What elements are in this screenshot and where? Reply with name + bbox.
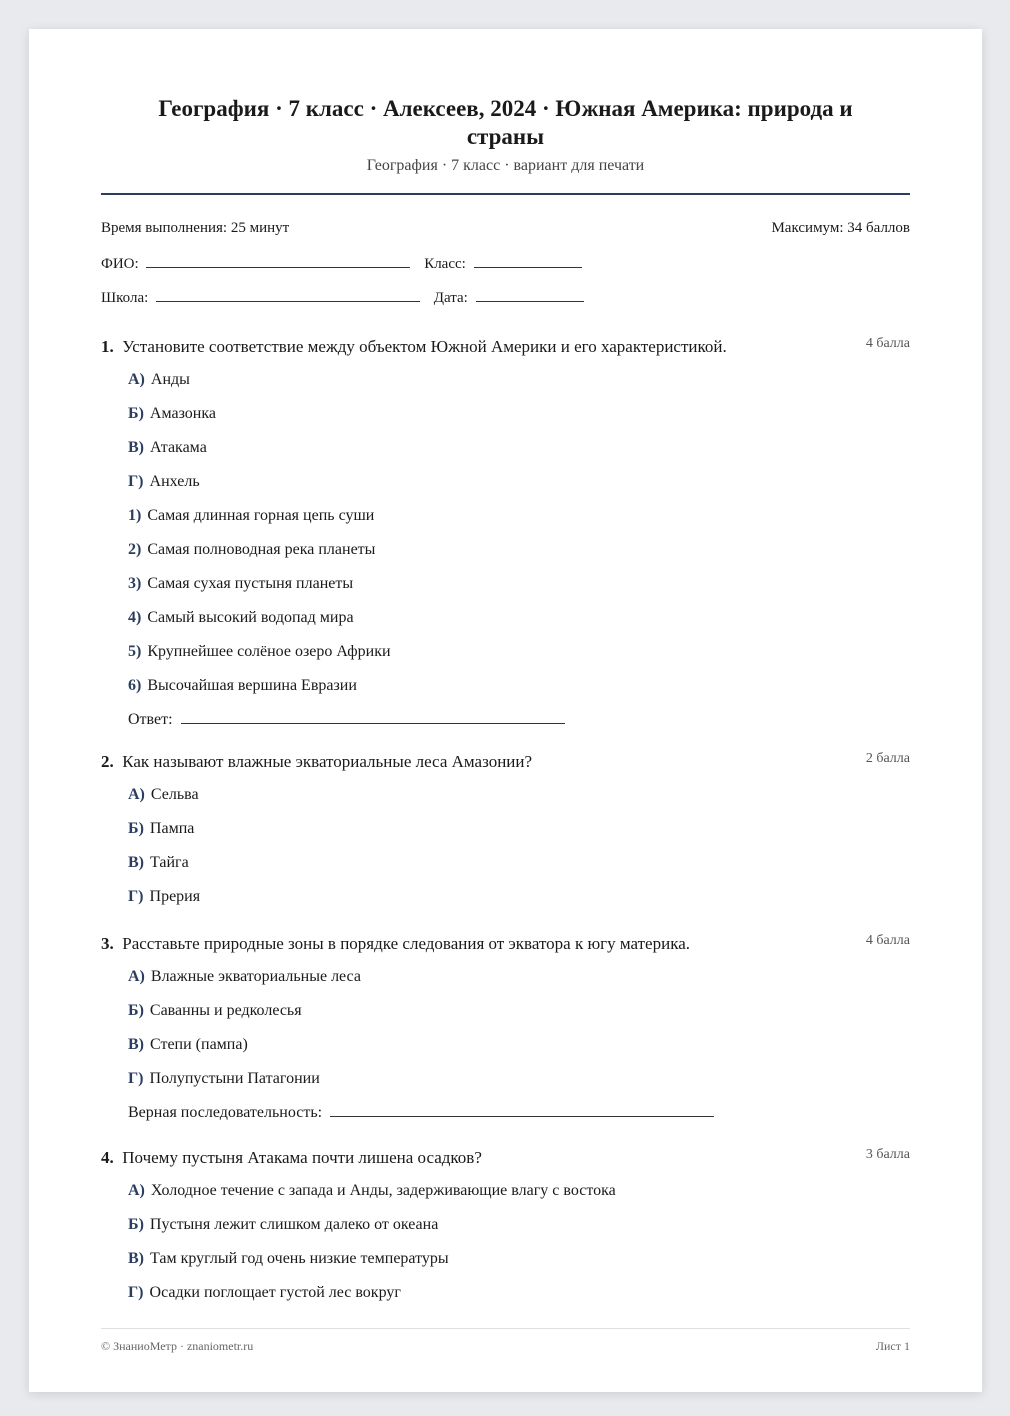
school-field[interactable]	[156, 287, 420, 302]
option-v[interactable]	[128, 846, 937, 880]
question-header	[101, 335, 910, 359]
option-key: Г)	[128, 473, 144, 490]
option-key: Б)	[128, 405, 144, 422]
option-g[interactable]	[128, 1062, 937, 1096]
fio-row	[101, 253, 582, 273]
option-key: 4)	[128, 609, 142, 626]
question-points: 2 балла	[865, 751, 910, 766]
option-key: 2)	[128, 541, 142, 558]
answer-field[interactable]	[330, 1102, 714, 1117]
option-v[interactable]	[128, 1028, 937, 1062]
option-key: 3)	[128, 575, 142, 592]
class-label: Класс:	[424, 256, 466, 272]
date-field[interactable]	[476, 287, 584, 302]
option-5[interactable]	[128, 635, 937, 669]
option-text: Самый высокий водопад мира	[147, 609, 354, 626]
option-a[interactable]	[128, 1174, 937, 1208]
option-key: А)	[128, 968, 145, 985]
option-key: В)	[128, 854, 144, 871]
option-text: Там круглый год очень низкие температуры	[150, 1250, 449, 1267]
max-score: Максимум: 34 баллов	[771, 220, 910, 236]
header-divider	[101, 193, 910, 195]
option-text: Амазонка	[149, 405, 216, 422]
option-a[interactable]	[128, 363, 937, 397]
title-line-1: География · 7 класс · Алексеев, 2024 · Южная Америка: природа и	[158, 96, 853, 121]
option-key: А)	[128, 786, 145, 803]
question-header	[101, 932, 910, 956]
answer-row	[128, 1096, 937, 1130]
option-key: Г)	[128, 1070, 144, 1087]
option-key: Г)	[128, 1284, 144, 1301]
question-text: Почему пустыня Атакама почти лишена осадков?	[122, 1148, 482, 1167]
option-text: Полупустыни Патагонии	[149, 1070, 320, 1087]
option-key: Б)	[128, 1216, 144, 1233]
option-text: Самая сухая пустыня планеты	[147, 575, 354, 592]
option-a[interactable]	[128, 960, 937, 994]
option-2[interactable]	[128, 533, 937, 567]
title-line-2: страны	[466, 124, 545, 149]
question-3	[101, 932, 910, 1130]
option-g[interactable]	[128, 465, 937, 499]
fio-label: ФИО:	[101, 256, 139, 272]
option-text: Анды	[150, 371, 190, 388]
answer-label: Верная последовательность:	[128, 1104, 323, 1121]
option-text: Влажные экваториальные леса	[150, 968, 361, 985]
school-label: Школа:	[101, 290, 149, 306]
option-key: Г)	[128, 888, 144, 905]
option-key: А)	[128, 371, 145, 388]
question-text: Расставьте природные зоны в порядке следования от экватора к югу материка.	[122, 934, 690, 953]
option-text: Высочайшая вершина Евразии	[147, 677, 357, 694]
option-key: Б)	[128, 820, 144, 837]
question-2	[101, 750, 910, 914]
option-v[interactable]	[128, 1242, 937, 1276]
option-a[interactable]	[128, 778, 937, 812]
question-text: Установите соответствие между объектом Южной Америки и его характеристикой.	[122, 337, 727, 356]
answer-label: Ответ:	[128, 711, 173, 728]
worksheet-page	[29, 29, 982, 1392]
option-b[interactable]	[128, 812, 937, 846]
option-key: 6)	[128, 677, 142, 694]
option-key: В)	[128, 1250, 144, 1267]
question-points: 3 балла	[865, 1147, 910, 1162]
option-text: Саванны и редколесья	[149, 1002, 302, 1019]
date-label: Дата:	[433, 290, 468, 306]
question-number: 1.	[101, 337, 114, 356]
option-text: Крупнейшее солёное озеро Африки	[147, 643, 391, 660]
option-text: Холодное течение с запада и Анды, задерживающие влагу с востока	[150, 1182, 616, 1199]
fio-field[interactable]	[146, 253, 410, 268]
page-subtitle: География · 7 класс · вариант для печати	[366, 157, 645, 174]
question-points: 4 балла	[865, 336, 910, 351]
time-limit: Время выполнения: 25 минут	[101, 220, 290, 236]
option-text: Прерия	[149, 888, 201, 905]
option-3[interactable]	[128, 567, 937, 601]
option-b[interactable]	[128, 397, 937, 431]
question-1	[101, 335, 910, 737]
option-key: 1)	[128, 507, 142, 524]
option-b[interactable]	[128, 1208, 937, 1242]
option-b[interactable]	[128, 994, 937, 1028]
footer-page-number: Лист 1	[875, 1339, 910, 1353]
class-field[interactable]	[474, 253, 582, 268]
answer-field[interactable]	[181, 709, 565, 724]
option-key: А)	[128, 1182, 145, 1199]
option-text: Атакама	[150, 439, 207, 456]
option-text: Самая длинная горная цепь суши	[147, 507, 375, 524]
footer-copyright: © ЗнаниоМетр · znaniometr.ru	[101, 1339, 254, 1353]
option-key: Б)	[128, 1002, 144, 1019]
question-4	[101, 1146, 910, 1310]
question-number: 3.	[101, 934, 114, 953]
school-row	[101, 287, 584, 307]
option-text: Осадки поглощает густой лес вокруг	[149, 1284, 401, 1301]
option-g[interactable]	[128, 880, 937, 914]
question-number: 2.	[101, 752, 114, 771]
question-text: Как называют влажные экваториальные леса Амазонии?	[122, 752, 533, 771]
option-text: Пампа	[149, 820, 195, 837]
question-points: 4 балла	[865, 933, 910, 948]
option-key: В)	[128, 439, 144, 456]
footer-divider	[101, 1328, 910, 1329]
answer-row	[128, 703, 937, 737]
question-header	[101, 1146, 910, 1170]
option-text: Степи (пампа)	[150, 1036, 248, 1053]
option-text: Тайга	[150, 854, 189, 871]
option-text: Самая полноводная река планеты	[147, 541, 376, 558]
option-text: Пустыня лежит слишком далеко от океана	[149, 1216, 439, 1233]
option-key: 5)	[128, 643, 142, 660]
question-number: 4.	[101, 1148, 114, 1167]
option-v[interactable]	[128, 431, 937, 465]
option-1[interactable]	[128, 499, 937, 533]
option-6[interactable]	[128, 669, 937, 703]
option-text: Анхель	[149, 473, 200, 490]
page-title	[101, 95, 910, 151]
option-g[interactable]	[128, 1276, 937, 1310]
option-text: Сельва	[150, 786, 199, 803]
option-key: В)	[128, 1036, 144, 1053]
question-header	[101, 750, 910, 774]
option-4[interactable]	[128, 601, 937, 635]
